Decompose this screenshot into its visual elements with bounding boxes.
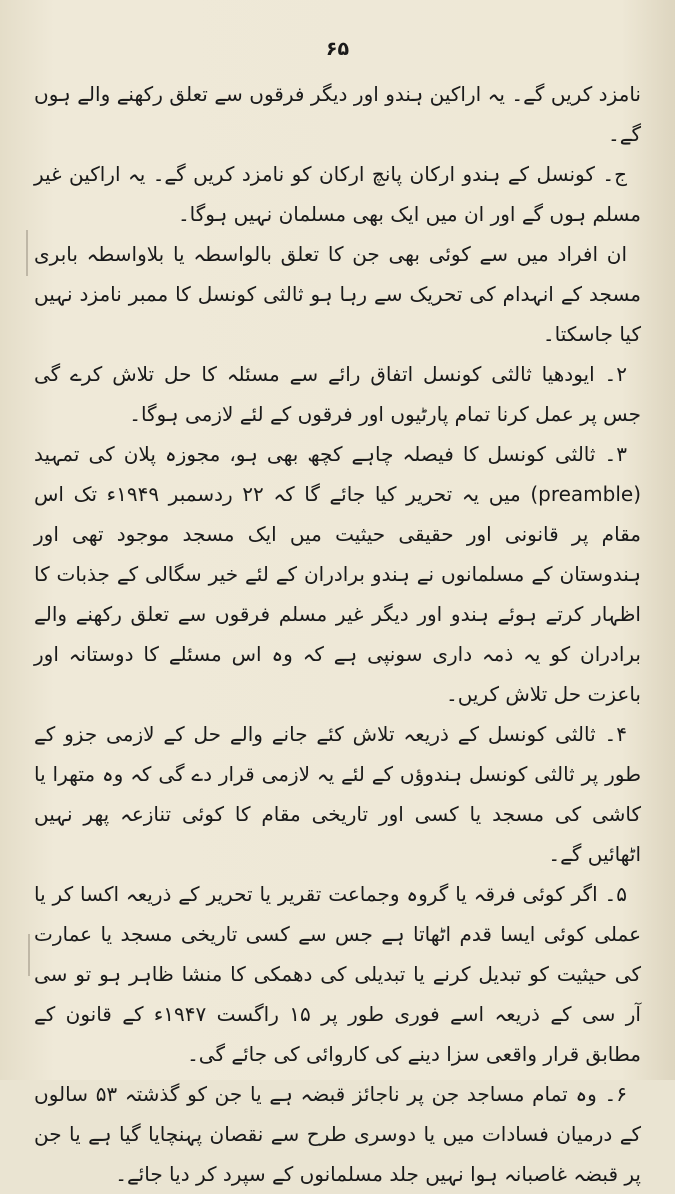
- paragraph: ان افراد میں سے کوئی بھی جن کا تعلق بالواسطہ یا بلاواسطہ بابری مسجد کے انہدام کی تحریک سے رہا ہو ثالثی کونسل کا ممبر نامزد نہیں کیا جاسکتا۔: [34, 242, 641, 346]
- margin-mark: [26, 230, 28, 276]
- paragraph: نامزد کریں گے۔ یہ اراکین ہندو اور دیگر فرقوں سے تعلق رکھنے والے ہوں گے۔: [34, 82, 641, 146]
- document-body: [34, 74, 641, 1194]
- margin-mark: [28, 934, 30, 976]
- paragraph: ج۔ کونسل کے ہندو ارکان پانچ ارکان کو نامزد کریں گے۔ یہ اراکین غیر مسلم ہوں گے اور ان میں ایک بھی مسلمان نہیں ہوگا۔: [34, 162, 641, 226]
- paragraph: ۶۔ وہ تمام مساجد جن پر ناجائز قبضہ ہے یا جن کو گذشتہ ۵۳ سالوں کے درمیان فسادات میں یا دوسری طرح سے نقصان پہنچایا گیا ہے یا جن پر قبضہ غاصبانہ ہوا نہیں جلد مسلمانوں کے سپرد کر دیا جائے۔: [34, 1082, 641, 1186]
- paragraph: ۳۔ ثالثی کونسل کا فیصلہ چاہے کچھ بھی ہو، مجوزہ پلان کی تمہید (preamble) میں یہ تحریر کیا جائے گا کہ ۲۲ ردسمبر ۱۹۴۹ء تک اس مقام پر قانونی اور حقیقی حیثیت میں ایک مسجد موجود تھی اور ہندوستان کے مسلمانوں نے ہندو برادران کے لئے خیر سگالی کے جذبات کا اظہار کرتے ہوئے ہندو اور دیگر غیر مسلم فرقوں سے تعلق رکھنے والے برادران کو یہ ذمہ داری سونپی ہے کہ وہ اس مسئلے کا دوستانہ اور باعزت حل تلاش کریں۔: [34, 442, 642, 706]
- paragraph: ۴۔ ثالثی کونسل کے ذریعہ تلاش کئے جانے والے حل کے لازمی جزو کے طور پر ثالثی کونسل ہندوؤں کے لئے یہ لازمی قرار دے گی کہ وہ متھرا یا کاشی کی مسجد یا کسی اور تاریخی مقام کا کوئی تنازعہ پھر نہیں اٹھائیں گے۔: [34, 722, 641, 866]
- paragraph: ۲۔ ایودھیا ثالثی کونسل اتفاق رائے سے مسئلہ کا حل تلاش کرے گی جس پر عمل کرنا تمام پارٹیوں اور فرقوں کے لئے لازمی ہوگا۔: [34, 362, 641, 426]
- paragraph: ۵۔ اگر کوئی فرقہ یا گروہ وجماعت تقریر یا تحریر کے ذریعہ اکسا کر یا عملی کوئی ایسا قدم اٹھاتا ہے جس سے کسی تاریخی مسجد یا عمارت کی حیثیت کو تبدیل کرنے یا تبدیلی کی دھمکی کا منشا ظاہر ہو تو سی آر سی کے ذریعہ اسے فوری طور پر ۱۵ راگست ۱۹۴۷ء کے قانون کے مطابق قرار واقعی سزا دینے کی کاروائی کی جائے گی۔: [34, 882, 641, 1066]
- page-number: ۶۵: [325, 38, 350, 60]
